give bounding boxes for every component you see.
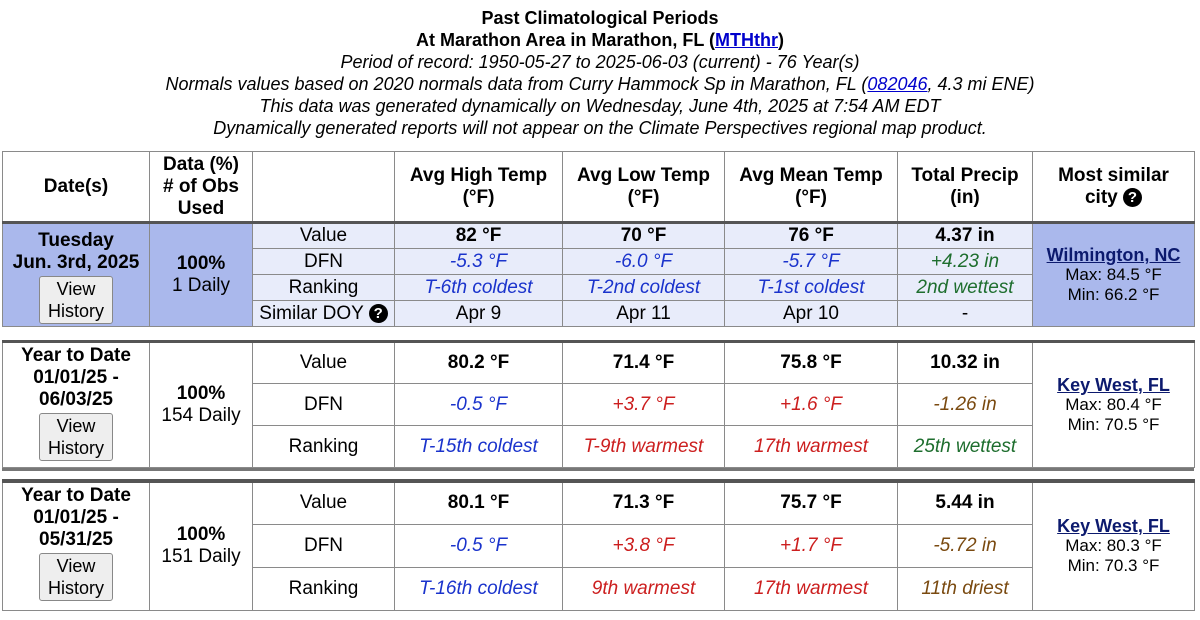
col-total-precip-unit: (in) bbox=[950, 186, 980, 208]
view-history-l1: View bbox=[56, 279, 96, 299]
value-high: 80.1 °F bbox=[395, 481, 563, 524]
report-header bbox=[0, 0, 1200, 139]
date-line: 06/03/25 bbox=[39, 389, 113, 410]
city-min: Min: 70.3 °F bbox=[1067, 556, 1160, 576]
dfn-precip: -5.72 in bbox=[898, 524, 1033, 567]
dfn-mean: +1.6 °F bbox=[725, 384, 898, 426]
view-history-l2: History bbox=[47, 301, 104, 321]
col-avg-low bbox=[563, 152, 725, 222]
value-precip: 4.37 in bbox=[898, 223, 1033, 249]
row-label-dfn: DFN bbox=[253, 384, 395, 426]
value-mean: 76 °F bbox=[725, 223, 898, 249]
date-line: 01/01/25 - bbox=[33, 367, 119, 388]
col-avg-low-l1: Avg Low Temp bbox=[577, 164, 710, 186]
col-most-similar-l2 bbox=[1033, 187, 1194, 209]
row-label-dfn: DFN bbox=[253, 249, 395, 275]
similar-high: Apr 9 bbox=[395, 301, 563, 327]
ranking-low: 9th warmest bbox=[563, 567, 725, 610]
dfn-high: -0.5 °F bbox=[395, 384, 563, 426]
normals-suffix: , 4.3 mi ENE) bbox=[927, 74, 1035, 94]
col-data-pct-l2: # of Obs bbox=[162, 175, 239, 197]
col-data-pct bbox=[150, 152, 253, 222]
city-min: Min: 70.5 °F bbox=[1067, 415, 1160, 434]
obs-count: 1 Daily bbox=[171, 275, 231, 296]
ranking-low: T-9th warmest bbox=[563, 426, 725, 468]
value-low: 71.4 °F bbox=[563, 342, 725, 384]
similar-city-link[interactable]: Key West, FL bbox=[1057, 516, 1170, 537]
col-avg-mean-unit: (°F) bbox=[795, 186, 827, 208]
city-max: Max: 80.4 °F bbox=[1065, 395, 1162, 414]
col-most-similar bbox=[1033, 152, 1195, 222]
data-pct: 100% bbox=[176, 253, 226, 274]
ranking-high: T-6th coldest bbox=[395, 275, 563, 301]
date-cell bbox=[3, 342, 150, 468]
date-line: 01/01/25 - bbox=[33, 507, 119, 528]
value-precip: 10.32 in bbox=[898, 342, 1033, 384]
date-line: Tuesday bbox=[38, 230, 114, 251]
value-low: 70 °F bbox=[563, 223, 725, 249]
period-block-ytd-1 bbox=[2, 340, 1195, 468]
ranking-high: T-15th coldest bbox=[395, 426, 563, 468]
block-separator bbox=[2, 468, 1194, 471]
dfn-low: -6.0 °F bbox=[563, 249, 725, 275]
row-label-value: Value bbox=[253, 481, 395, 524]
ranking-low: T-2nd coldest bbox=[563, 275, 725, 301]
row-label-ranking: Ranking bbox=[253, 426, 395, 468]
ranking-mean: 17th warmest bbox=[725, 426, 898, 468]
value-high: 82 °F bbox=[395, 223, 563, 249]
date-line: Jun. 3rd, 2025 bbox=[12, 252, 140, 273]
ranking-high: T-16th coldest bbox=[395, 567, 563, 610]
col-dates: Date(s) bbox=[3, 152, 150, 222]
col-blank bbox=[253, 152, 395, 222]
col-avg-high bbox=[395, 152, 563, 222]
col-avg-low-unit: (°F) bbox=[627, 186, 660, 208]
dfn-mean: +1.7 °F bbox=[725, 524, 898, 567]
normals-prefix: Normals values based on 2020 normals data from Curry Hammock Sp in Marathon, FL ( bbox=[165, 74, 868, 94]
col-total-precip-l1: Total Precip bbox=[911, 164, 1019, 186]
ranking-precip: 11th driest bbox=[898, 567, 1033, 610]
data-pct: 100% bbox=[176, 383, 226, 404]
col-city-label: city bbox=[1084, 186, 1118, 208]
similar-doy-label: Similar DOY bbox=[259, 302, 364, 324]
help-icon[interactable]: ? bbox=[1123, 188, 1142, 207]
value-high: 80.2 °F bbox=[395, 342, 563, 384]
note-line: Dynamically generated reports will not appear on the Climate Perspectives regional map product. bbox=[213, 118, 987, 138]
ranking-mean: T-1st coldest bbox=[725, 275, 898, 301]
similar-city-cell bbox=[1033, 223, 1195, 327]
obs-cell bbox=[150, 223, 253, 327]
help-icon[interactable]: ? bbox=[369, 304, 388, 323]
similar-low: Apr 11 bbox=[563, 301, 725, 327]
obs-count: 151 Daily bbox=[161, 546, 241, 568]
col-avg-high-l1: Avg High Temp bbox=[409, 164, 548, 186]
city-max: Max: 84.5 °F bbox=[1065, 265, 1162, 284]
dfn-low: +3.7 °F bbox=[563, 384, 725, 426]
station-line-suffix: ) bbox=[778, 30, 784, 50]
similar-precip: - bbox=[898, 301, 1033, 327]
view-history-button[interactable] bbox=[39, 413, 113, 461]
generated-line: This data was generated dynamically on Wednesday, June 4th, 2025 at 7:54 AM EDT bbox=[259, 96, 941, 116]
similar-city-cell bbox=[1033, 342, 1195, 468]
col-avg-high-unit: (°F) bbox=[462, 186, 495, 208]
ranking-mean: 17th warmest bbox=[725, 567, 898, 610]
value-precip: 5.44 in bbox=[898, 481, 1033, 524]
ranking-precip: 25th wettest bbox=[898, 426, 1033, 468]
period-of-record: Period of record: 1950-05-27 to 2025-06-03 (current) - 76 Year(s) bbox=[340, 52, 860, 72]
view-history-l2: History bbox=[47, 578, 104, 598]
view-history-button[interactable] bbox=[39, 553, 113, 601]
dfn-precip: -1.26 in bbox=[898, 384, 1033, 426]
row-label-value: Value bbox=[253, 223, 395, 249]
similar-city-link[interactable]: Key West, FL bbox=[1057, 375, 1170, 395]
normals-station-link[interactable]: 082046 bbox=[867, 74, 928, 94]
obs-count: 154 Daily bbox=[161, 405, 241, 426]
dfn-high: -0.5 °F bbox=[395, 524, 563, 567]
row-label-dfn: DFN bbox=[253, 524, 395, 567]
dfn-precip: +4.23 in bbox=[898, 249, 1033, 275]
view-history-button[interactable] bbox=[39, 276, 113, 324]
dfn-high: -5.3 °F bbox=[395, 249, 563, 275]
row-label-ranking: Ranking bbox=[253, 275, 395, 301]
row-label-value: Value bbox=[253, 342, 395, 384]
dfn-low: +3.8 °F bbox=[563, 524, 725, 567]
city-min: Min: 66.2 °F bbox=[1067, 285, 1160, 304]
view-history-l1: View bbox=[56, 556, 96, 576]
similar-city-link[interactable]: Wilmington, NC bbox=[1046, 245, 1181, 265]
row-label-similar-doy bbox=[253, 301, 395, 327]
value-mean: 75.8 °F bbox=[725, 342, 898, 384]
similar-city-cell bbox=[1033, 481, 1195, 610]
date-line: 05/31/25 bbox=[39, 529, 113, 550]
col-data-pct-l1: Data (%) bbox=[162, 153, 239, 175]
row-label-ranking: Ranking bbox=[253, 567, 395, 610]
station-line-prefix: At Marathon Area in Marathon, FL ( bbox=[416, 30, 716, 50]
period-block-today bbox=[2, 221, 1195, 327]
obs-cell bbox=[150, 342, 253, 468]
col-avg-mean bbox=[725, 152, 898, 222]
similar-mean: Apr 10 bbox=[725, 301, 898, 327]
date-cell bbox=[3, 481, 150, 610]
normals-line bbox=[0, 73, 1200, 95]
date-line: Year to Date bbox=[21, 345, 131, 366]
data-pct: 100% bbox=[176, 524, 226, 546]
report-title: Past Climatological Periods bbox=[481, 8, 719, 28]
column-header-table bbox=[2, 151, 1195, 222]
view-history-l2: History bbox=[47, 438, 104, 458]
col-data-pct-l3: Used bbox=[177, 197, 225, 219]
obs-cell bbox=[150, 481, 253, 610]
ranking-precip: 2nd wettest bbox=[898, 275, 1033, 301]
date-cell bbox=[3, 223, 150, 327]
station-link[interactable]: MTHthr bbox=[715, 30, 778, 50]
col-avg-mean-l1: Avg Mean Temp bbox=[739, 164, 883, 186]
period-block-ytd-2 bbox=[2, 479, 1195, 611]
value-mean: 75.7 °F bbox=[725, 481, 898, 524]
date-line: Year to Date bbox=[21, 485, 131, 506]
city-max: Max: 80.3 °F bbox=[1065, 536, 1162, 556]
station-line bbox=[0, 29, 1200, 51]
dfn-mean: -5.7 °F bbox=[725, 249, 898, 275]
col-total-precip bbox=[898, 152, 1033, 222]
value-low: 71.3 °F bbox=[563, 481, 725, 524]
view-history-l1: View bbox=[56, 416, 96, 436]
col-most-similar-l1: Most similar bbox=[1058, 164, 1169, 186]
